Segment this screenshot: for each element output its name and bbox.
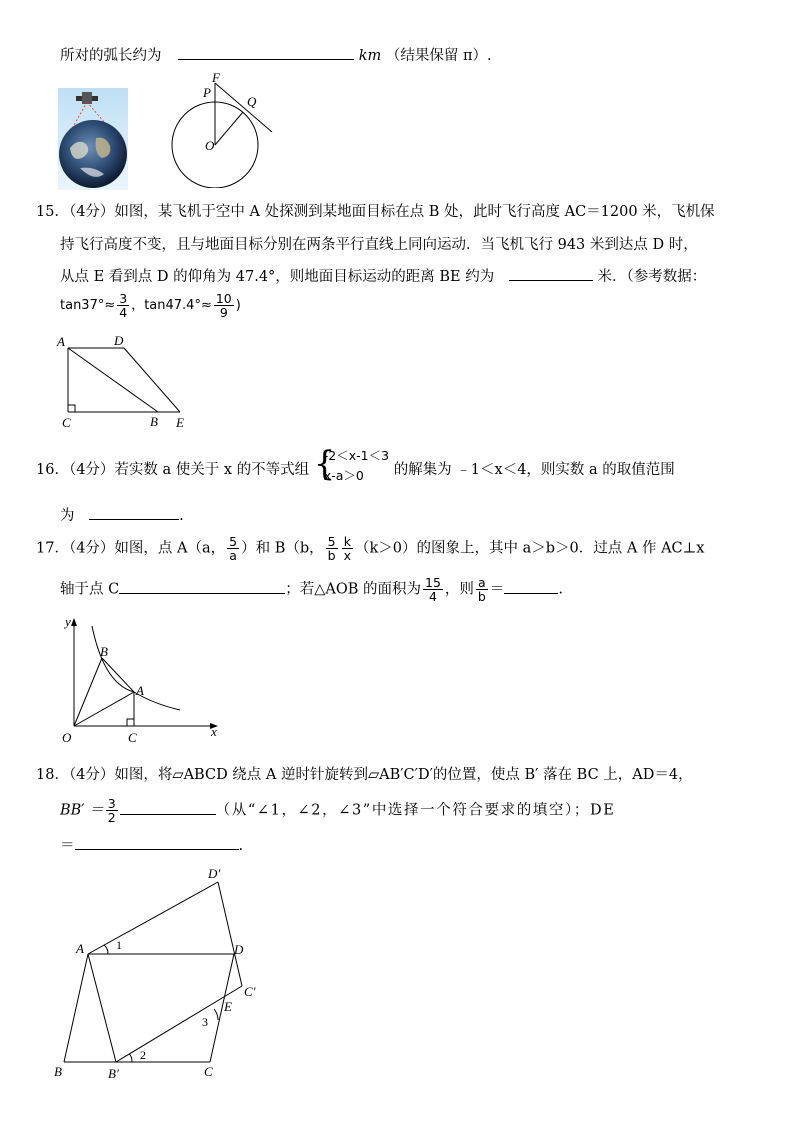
frac-num: 10 [215,291,232,306]
q17-answer-blank-2[interactable] [504,579,558,594]
q17-answer-blank-1[interactable] [119,579,285,594]
q17-frac-a-b [476,576,488,603]
q17-text-e: ；若△AOB 的面积为 [285,581,421,598]
q15-line3-text: 从点 E 看到点 D 的仰角为 47.4°，则地面目标运动的距离 BE 约为 [60,269,495,285]
frac-num: a [476,576,488,590]
q17-text-period: . [558,581,563,598]
q17-frac-15-4 [423,576,443,603]
label-B-prime: B′ [108,1066,119,1081]
q14-line [60,44,492,65]
q16-ineq2: x-a＞0 [323,468,364,483]
label-angle-3: 3 [202,1015,208,1029]
q17-text-eq: ＝ [489,581,505,598]
q16-answer-blank[interactable] [89,505,179,520]
q14-note: （结果保留 π）. [385,48,492,64]
q17-frac-k-x [342,535,353,562]
q15-tan474: ，tan47.4°≈ [131,298,212,313]
label-C: C [128,730,137,745]
label-E: E [176,415,184,430]
q15-tan37: tan37°≈ [60,298,116,313]
q14-unit: km [358,48,382,64]
frac-num: 5 [327,534,336,549]
frac-den: 4 [428,589,437,604]
q18-answer-blank-2[interactable] [75,835,239,850]
q15-line1: 15．（4分）如图，某飞机于空中 A 处探测到某地面目标在点 B 处，此时飞行高度 AC＝1200 米，飞机保 [36,204,715,220]
label-A: A [136,683,144,698]
q18-frac-3-2 [106,797,118,824]
label-angle-2: 2 [140,1048,146,1062]
label-E: E [224,999,232,1014]
q18-text-eq: ＝ [60,838,75,854]
frac-den: b [327,548,336,563]
q18-line1: 18．（4分）如图，将▱ABCD 绕点 A 逆时针旋转到▱AB′C′D′的位置，使点 B′ 落在 BC 上，AD＝4， [36,767,693,783]
label-Q: Q [247,94,257,109]
q17-frac-5-a [227,535,239,562]
q15-line3 [60,265,706,286]
frac-num: 3 [119,291,128,306]
label-angle-1: 1 [116,938,122,952]
label-C-prime: C′ [244,984,256,999]
q16-ineq1: -2＜x-1＜3 [323,448,390,463]
q16-inequality-system: { -2＜x-1＜3 x-a＞0 [313,444,390,484]
q17-frac-5-b [326,535,338,562]
q15-line4 [60,292,241,319]
q18-text-bb: BB′ ＝ [60,802,104,819]
q18-text-period: . [238,838,244,854]
q15-close-paren: ) [235,298,241,313]
label-C: C [62,415,71,430]
label-D: D [234,942,244,957]
label-B: B [54,1064,62,1079]
q15-answer-blank[interactable] [509,266,593,281]
label-A: A [76,941,84,956]
figure-14-circle [168,68,280,188]
q14-prefix: 所对的弧长约为 [60,48,162,64]
earth-satellite-image [58,88,128,190]
figure-17-hyperbola [56,612,226,748]
frac-den: 4 [119,305,128,320]
q15-frac-10-9 [214,292,234,319]
label-D-prime: D′ [208,866,221,881]
q14-answer-blank[interactable] [178,45,354,60]
frac-num: 15 [425,575,441,590]
figure-15-trapezoid [54,332,194,430]
figure-18-parallelogram [50,864,280,1084]
q17-text-d: 轴于点 C [60,581,120,598]
q18-answer-blank-1[interactable] [120,800,216,815]
q16-line1 [36,444,675,486]
q15-line2: 持飞行高度不变，且与地面目标分别在两条平行直线上同向运动．当飞机飞行 943 米到达点 D 时， [60,237,698,253]
label-A: A [57,334,65,349]
q18-line2 [60,797,615,824]
label-F: F [212,70,220,85]
q17-text-a: 17．（4分）如图，点 A（a， [36,540,226,557]
q16-text-b: 的解集为 ﹣1＜x＜4，则实数 a 的取值范围 [393,462,675,478]
label-O: O [205,138,215,153]
frac-den: 9 [219,305,228,320]
label-P: P [203,85,211,100]
frac-num: 3 [107,796,116,811]
q17-line2 [60,576,563,603]
frac-num: 5 [229,534,238,549]
q17-text-b: ）和 B（b， [241,540,324,557]
label-D: D [114,333,124,348]
q18-line3 [60,834,243,855]
q15-line3-text-b: 米．（参考数据： [597,269,707,285]
label-C: C [204,1064,213,1079]
frac-den: 2 [107,810,116,825]
q17-line1 [36,535,704,562]
label-x: x [211,724,217,739]
q16-text-a: 16．（4分）若实数 a 使关于 x 的不等式组 [36,462,310,478]
frac-den: b [477,589,486,604]
frac-den: x [343,548,352,563]
frac-den: a [229,548,237,563]
q17-text-c: （k＞0）的图象上，其中 a＞b＞0．过点 A 作 AC⊥x [355,540,705,557]
q18-text-b: （从“∠1，∠2，∠3”中选择一个符合要求的填空）；DE [215,802,616,819]
q17-text-f: ，则 [444,581,474,598]
label-B: B [150,414,158,429]
q16-line2: 为 . [60,504,184,525]
label-y: y [65,614,71,629]
frac-num: k [342,535,353,549]
label-O: O [62,730,72,745]
label-B: B [100,644,108,659]
q16-text-wei: 为 [60,508,75,524]
q15-frac-3-4 [117,292,129,319]
